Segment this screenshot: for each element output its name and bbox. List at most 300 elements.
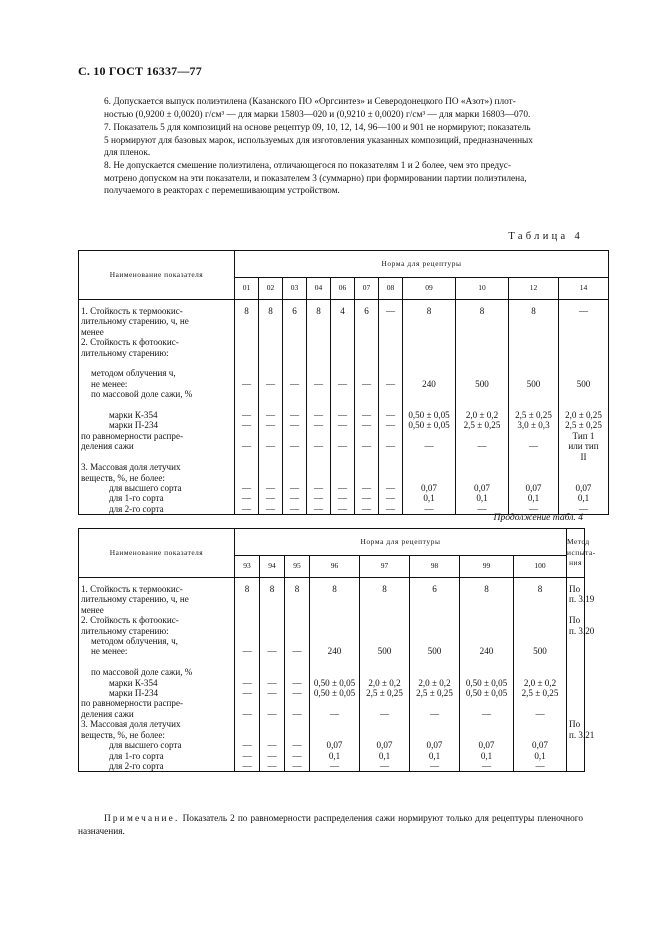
cell-value — [310, 719, 359, 729]
cell-value — [235, 636, 259, 646]
cell-value — [260, 626, 284, 636]
cell-value — [509, 348, 558, 358]
cell-value: 8 — [294, 584, 300, 594]
value-cell — [460, 698, 514, 719]
cell-value — [410, 657, 459, 667]
cell-value: 0,07 — [421, 482, 437, 493]
indicator-name — [79, 300, 235, 338]
cell-value — [410, 730, 459, 740]
cell-value: — — [267, 740, 277, 751]
cell-value: — — [313, 482, 324, 493]
value-cell — [559, 337, 609, 431]
cell-value: 500 — [576, 378, 591, 389]
cell-value — [307, 400, 330, 410]
cell-value — [379, 462, 402, 472]
cell-value — [260, 698, 284, 708]
cell-value: Тип 1 — [572, 430, 595, 441]
cell-value: 2,5 ± 0,25 — [521, 688, 559, 699]
cell-value: — — [313, 410, 324, 421]
value-cell — [360, 615, 410, 698]
cell-value: — — [292, 677, 302, 688]
cell-value: — — [313, 378, 324, 389]
cell-value: — — [337, 441, 348, 452]
cell-value: — — [535, 760, 545, 771]
indicator-name-line: деления сажи — [81, 441, 134, 452]
indicator-name — [79, 431, 235, 462]
recipe-code-header: 98 — [410, 556, 460, 578]
cell-value: — — [242, 646, 252, 657]
cell-value: 8 — [426, 306, 432, 316]
cell-value: 6 — [432, 584, 437, 594]
cell-value: 8 — [484, 584, 489, 594]
cell-value — [410, 636, 459, 646]
cell-value — [410, 667, 459, 677]
method-header-line: Метод — [567, 537, 590, 547]
cell-value — [410, 615, 459, 625]
cell-value: — — [313, 420, 324, 431]
cell-value — [310, 730, 359, 740]
cell-value — [360, 636, 409, 646]
value-cell — [456, 300, 509, 338]
cell-value: — — [241, 410, 252, 421]
cell-value — [235, 431, 258, 441]
cell-value — [235, 657, 259, 667]
indicator-name-line: для высшего сорта — [109, 482, 182, 493]
value-cell — [235, 300, 259, 338]
para-8-line-3: получаемого в реакторах с перемешивающим устройством. — [104, 186, 340, 197]
cell-value: — — [337, 503, 348, 514]
cell-value: 0,1 — [423, 493, 435, 504]
value-cell — [456, 462, 509, 515]
cell-value — [379, 473, 402, 483]
cell-value: 2,0 ± 0,2 — [418, 677, 451, 688]
cell-value: или тип — [568, 441, 599, 452]
cell-value — [360, 719, 409, 729]
cell-value: 0,07 — [426, 740, 443, 751]
indicator-name-line: для 2-го сорта — [109, 760, 164, 771]
cell-value — [355, 462, 378, 472]
value-cell — [514, 698, 567, 719]
cell-value — [559, 389, 608, 399]
indicator-name-line: марки К-354 — [109, 677, 158, 688]
indicator-name-line: 1. Стойкость к термоокис- — [81, 306, 183, 316]
value-cell — [283, 300, 307, 338]
value-cell — [355, 300, 379, 338]
cell-value: — — [477, 441, 487, 452]
value-cell — [403, 300, 456, 338]
cell-value: 0,1 — [534, 750, 546, 761]
table-4-continued — [78, 528, 596, 772]
cell-value — [355, 389, 378, 399]
cell-value: — — [481, 708, 492, 719]
indicator-name-line: для 2-го сорта — [109, 503, 164, 514]
cell-value — [403, 337, 455, 347]
cell-value: — — [265, 378, 276, 389]
value-cell — [283, 337, 307, 431]
value-cell — [456, 337, 509, 431]
cell-value — [285, 698, 309, 708]
cell-value: 0,50 ± 0,05 — [465, 688, 508, 699]
value-cell — [355, 431, 379, 462]
cell-value — [259, 337, 282, 347]
cell-value: — — [241, 420, 252, 431]
cell-value — [307, 431, 330, 441]
cell-value: II — [580, 451, 587, 462]
cell-value: 0,07 — [525, 482, 542, 493]
cell-value: — — [578, 306, 589, 316]
recipe-code-header: 97 — [360, 556, 410, 578]
table-caption: Таблица 4 — [508, 231, 583, 242]
cell-value — [514, 698, 566, 708]
cell-value — [379, 348, 402, 358]
cell-value: — — [289, 410, 300, 421]
cell-value: 4 — [340, 306, 345, 316]
cell-value: 8 — [531, 306, 536, 316]
method-cell — [567, 615, 595, 698]
value-cell — [355, 337, 379, 431]
cell-value — [259, 358, 282, 368]
indicator-name-line: марки П-234 — [109, 688, 159, 699]
cell-value: 0,1 — [378, 750, 391, 761]
cell-value — [260, 719, 284, 729]
cell-value — [310, 626, 359, 636]
cell-value — [460, 698, 513, 708]
cell-value — [285, 667, 309, 677]
cell-value: — — [242, 760, 252, 771]
cell-value: — — [267, 646, 277, 657]
cell-value — [259, 368, 282, 378]
cell-value — [310, 657, 359, 667]
indicator-name-line: лительному старению, ч, не — [81, 316, 189, 327]
value-cell — [260, 615, 285, 698]
indicator-name-line: веществ, %, не более: — [81, 472, 165, 483]
cell-value — [310, 698, 359, 708]
cell-value — [331, 400, 354, 410]
cell-value: — — [361, 378, 372, 389]
indicator-name-line: по массовой доле сажи, % — [91, 389, 193, 400]
method-reference: п. 3.20 — [569, 625, 595, 636]
cell-value: 8 — [332, 584, 337, 594]
indicator-name-line: не менее: — [91, 378, 128, 389]
cell-value: — — [289, 378, 300, 389]
cell-value: — — [265, 410, 276, 421]
recipe-code-header: 03 — [283, 278, 307, 300]
note — [78, 813, 583, 839]
cell-value — [559, 473, 608, 483]
cell-value: 0,07 — [478, 740, 495, 751]
value-cell — [307, 300, 331, 338]
cell-value: — — [265, 441, 276, 452]
value-cell — [331, 462, 355, 515]
cell-value: — — [292, 750, 302, 761]
cell-value: — — [267, 677, 277, 688]
cell-value: 8 — [244, 306, 249, 316]
table-norm-header: Норма для рецептуры — [235, 529, 567, 556]
cell-value — [283, 389, 306, 399]
indicator-name-line — [81, 400, 232, 410]
recipe-code-header: 93 — [235, 556, 260, 578]
cell-value: 3,0 ± 0,3 — [517, 420, 550, 431]
cell-value: 2,5 ± 0,25 — [515, 410, 552, 421]
cell-value: — — [337, 378, 348, 389]
cell-value — [403, 358, 455, 368]
cell-value — [460, 719, 513, 729]
cell-value — [259, 473, 282, 483]
cell-value: — — [385, 378, 396, 389]
cell-value: — — [361, 410, 372, 421]
method-reference: п. 3.19 — [569, 594, 595, 605]
paragraph-7 — [78, 122, 583, 160]
cell-value — [260, 615, 284, 625]
cell-value — [509, 389, 558, 399]
cell-value — [307, 348, 330, 358]
cell-value — [514, 636, 566, 646]
cell-value: 8 — [269, 584, 275, 594]
value-cell — [379, 300, 403, 338]
indicator-name-line: 2. Стойкость к фотоокис- — [81, 615, 179, 626]
recipe-code-header: 08 — [379, 278, 403, 300]
para-8-line-2: мотрено допуском на эти показатели, и показателем 3 (суммарно) при формировании партии полиэтилена, — [104, 173, 527, 184]
note-label: Примечание. — [104, 814, 180, 824]
cell-value — [403, 389, 455, 399]
cell-value — [559, 462, 608, 472]
cell-value: 2,0 ± 0,25 — [565, 410, 602, 421]
table-row — [79, 578, 585, 616]
cell-value: 6 — [364, 306, 369, 316]
method-reference: По — [569, 584, 581, 594]
cell-value — [260, 657, 284, 667]
cell-value: 2,0 ± 0,2 — [368, 677, 401, 688]
cell-value: — — [329, 760, 340, 771]
cell-value: — — [292, 688, 302, 699]
cell-value: — — [528, 441, 539, 452]
cell-value: — — [289, 441, 300, 452]
cell-value: — — [361, 503, 372, 514]
cell-value: 0,50 ± 0,05 — [313, 677, 356, 688]
cell-value — [283, 348, 306, 358]
cell-value — [360, 698, 409, 708]
value-cell — [260, 719, 285, 772]
table-row — [79, 698, 585, 719]
cell-value: — — [337, 410, 348, 421]
cell-value — [460, 730, 513, 740]
cell-value: — — [267, 688, 277, 699]
indicator-name-line: для 1-го сорта — [109, 750, 164, 761]
value-cell — [259, 431, 283, 462]
cell-value — [331, 389, 354, 399]
cell-value — [379, 400, 402, 410]
value-cell — [285, 615, 310, 698]
cell-value — [355, 431, 378, 441]
cell-value: — — [267, 760, 277, 771]
cell-value: 8 — [537, 584, 543, 594]
cell-value: — — [289, 420, 300, 431]
cell-value — [235, 358, 258, 368]
cell-value — [456, 431, 508, 441]
cell-value: — — [385, 410, 396, 421]
cell-value: — — [289, 493, 300, 504]
indicator-name-line: 3. Массовая доля летучих — [81, 719, 181, 730]
cell-value — [509, 368, 558, 378]
continuation-caption: Продолжение табл. 4 — [493, 512, 583, 523]
cell-value: 0,07 — [575, 482, 592, 493]
cell-value: — — [385, 503, 396, 514]
para-6-num: 6. — [104, 97, 111, 107]
cell-value — [514, 667, 566, 677]
cell-value — [283, 462, 306, 472]
recipe-code-header: 02 — [259, 278, 283, 300]
para-7-num: 7. — [104, 123, 111, 133]
value-cell — [460, 578, 514, 616]
cell-value: — — [289, 503, 300, 514]
indicator-name — [79, 698, 235, 719]
cell-value — [331, 473, 354, 483]
indicator-name — [79, 462, 235, 515]
para-8-line — [78, 160, 583, 173]
cell-value — [355, 358, 378, 368]
cell-value — [509, 337, 558, 347]
cell-value — [456, 400, 508, 410]
value-cell — [509, 337, 559, 431]
cell-value: 2,0 ± 0,2 — [523, 677, 557, 688]
method-cell — [567, 578, 595, 616]
method-reference: По — [569, 719, 581, 730]
cell-value — [235, 730, 259, 740]
cell-value — [355, 348, 378, 358]
value-cell — [403, 337, 456, 431]
recipe-code-header: 12 — [509, 278, 559, 300]
cell-value: — — [289, 482, 300, 493]
table-norm-header: Норма для рецептуры — [235, 251, 609, 278]
para-6-line-1: Допускается выпуск полиэтилена (Казанского ПО «Оргсинтез» и Северодонецкого ПО «Азот») плот- — [113, 97, 516, 107]
cell-value — [460, 615, 513, 625]
indicator-name-line: для 1-го сорта — [109, 493, 164, 504]
cell-value — [235, 400, 258, 410]
para-8-num: 8. — [104, 161, 111, 171]
cell-value: 6 — [292, 306, 297, 316]
cell-value — [379, 358, 402, 368]
cell-value — [260, 636, 284, 646]
indicator-name — [79, 578, 235, 616]
cell-value: 0,50 ± 0,05 — [408, 420, 450, 431]
cell-value — [456, 389, 508, 399]
cell-value — [260, 667, 284, 677]
value-cell — [559, 300, 609, 338]
value-cell — [460, 719, 514, 772]
value-cell — [259, 462, 283, 515]
cell-value: — — [385, 420, 396, 431]
cell-value — [235, 368, 258, 378]
cell-value: — — [361, 482, 372, 493]
cell-value — [331, 431, 354, 441]
value-cell — [260, 698, 285, 719]
cell-value — [360, 657, 409, 667]
cell-value — [559, 368, 608, 378]
indicator-name-line: марки К-354 — [109, 410, 158, 421]
recipe-code-header: 07 — [355, 278, 379, 300]
recipe-code-header: 01 — [235, 278, 259, 300]
indicator-name-line: методом облучения ч, — [91, 368, 176, 379]
value-cell — [410, 719, 460, 772]
value-cell — [307, 337, 331, 431]
recipe-code-header: 14 — [559, 278, 609, 300]
cell-value — [235, 626, 259, 636]
para-8-line-1: Не допускается смешение полиэтилена, отличающегося по показателям 1 и 2 более, чем это предус- — [113, 161, 511, 171]
cell-value — [403, 348, 455, 358]
value-cell — [379, 337, 403, 431]
cell-value: — — [292, 646, 302, 657]
cell-value — [559, 400, 608, 410]
cell-value: 240 — [479, 646, 494, 657]
cell-value — [235, 348, 258, 358]
recipe-code-header: 96 — [310, 556, 360, 578]
indicator-name-line: менее — [81, 604, 104, 615]
cell-value: 8 — [382, 584, 387, 594]
cell-value: — — [265, 493, 276, 504]
cell-value — [509, 400, 558, 410]
cell-value: 8 — [479, 306, 485, 316]
value-cell — [360, 698, 410, 719]
cell-value — [456, 462, 508, 472]
value-cell — [355, 462, 379, 515]
recipe-code-header: 99 — [460, 556, 514, 578]
indicator-name-line: методом облучения, ч, — [91, 636, 178, 647]
value-cell — [235, 462, 259, 515]
cell-value: — — [361, 441, 372, 452]
cell-value — [355, 337, 378, 347]
cell-value — [235, 389, 258, 399]
value-cell — [509, 431, 559, 462]
cell-value — [403, 473, 455, 483]
cell-value — [460, 667, 513, 677]
cell-value — [285, 719, 309, 729]
cell-value: 500 — [533, 646, 547, 657]
cell-value: — — [337, 482, 348, 493]
cell-value — [410, 698, 459, 708]
table-row — [79, 615, 585, 698]
cell-value — [259, 462, 282, 472]
value-cell — [235, 719, 260, 772]
indicator-name-line — [81, 358, 232, 368]
cell-value: — — [265, 503, 276, 514]
cell-value — [285, 636, 309, 646]
cell-value: — — [528, 503, 539, 514]
cell-value: — — [477, 503, 487, 514]
cell-value: 500 — [526, 378, 541, 389]
value-cell — [410, 578, 460, 616]
cell-value: 8 — [268, 306, 273, 316]
cell-value: — — [242, 688, 252, 699]
value-cell — [379, 462, 403, 515]
value-cell — [285, 578, 310, 616]
cell-value: — — [241, 503, 252, 514]
cell-value — [235, 462, 258, 472]
cell-value — [403, 431, 455, 441]
table-row — [79, 719, 585, 772]
value-cell — [360, 578, 410, 616]
para-6-line-2: ностью (0,9200 ± 0,0020) г/см³ — для марки 15803—020 и (0,9210 ± 0,0020) г/см³ — для марки 16803—070. — [104, 109, 531, 120]
cell-value: — — [242, 677, 252, 688]
indicator-name — [79, 719, 235, 772]
cell-value — [283, 400, 306, 410]
value-cell — [235, 578, 260, 616]
cell-value — [260, 730, 284, 740]
cell-value: 0,50 ± 0,05 — [465, 677, 508, 688]
cell-value — [509, 462, 558, 472]
cell-value — [283, 358, 306, 368]
cell-value: — — [337, 493, 348, 504]
cell-value — [559, 348, 608, 358]
